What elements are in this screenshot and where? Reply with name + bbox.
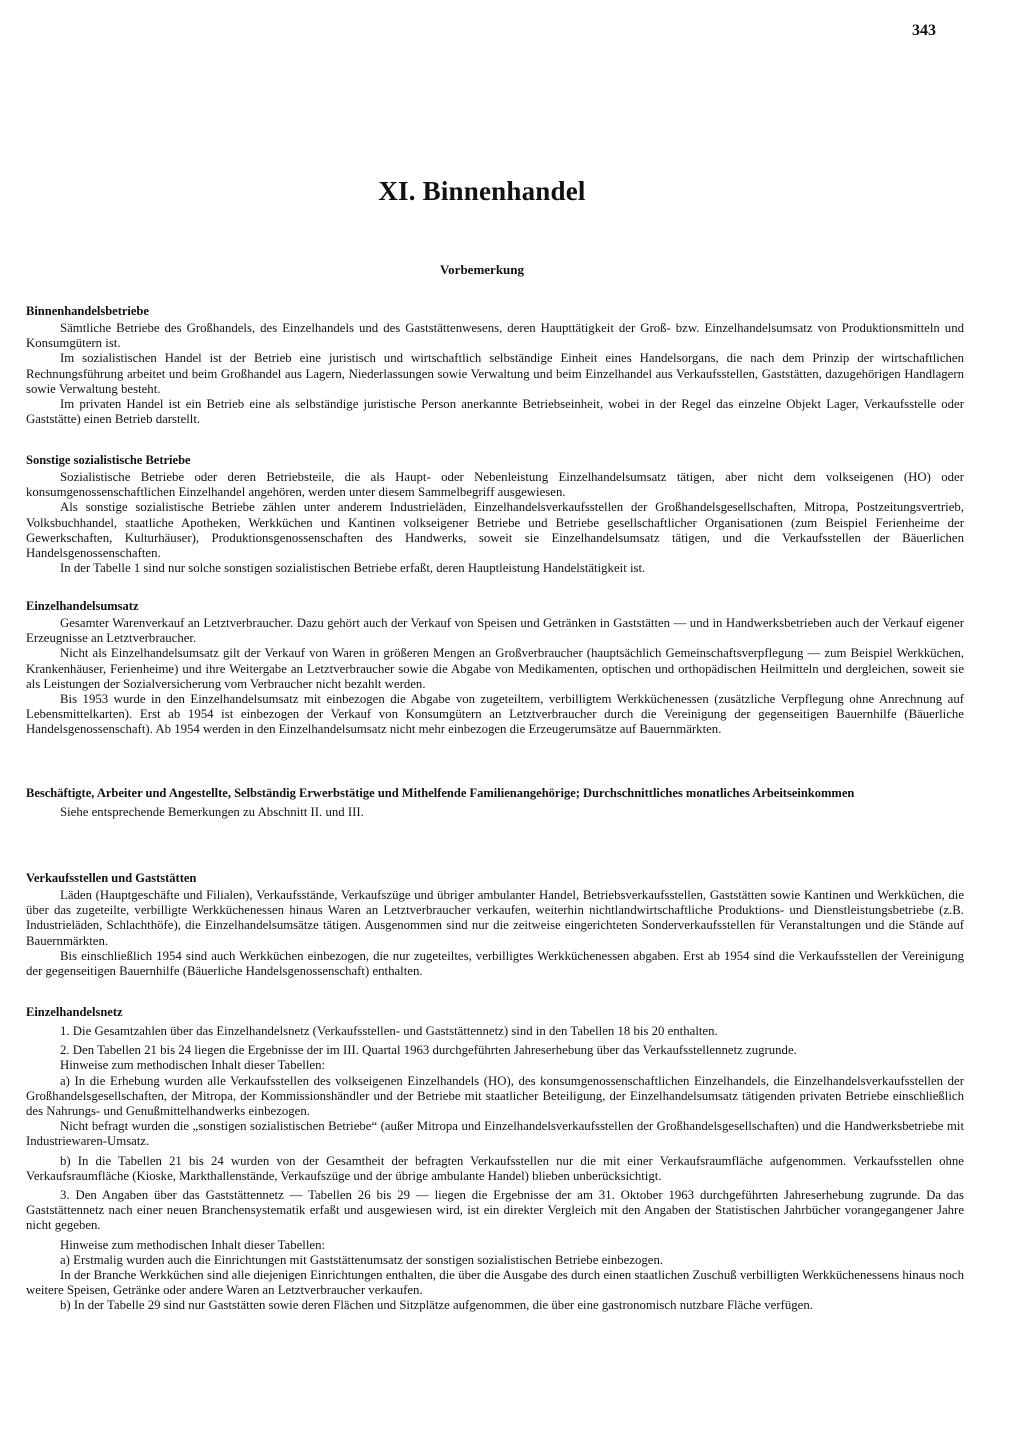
paragraph: Hinweise zum methodischen Inhalt dieser Tabellen:: [60, 1237, 326, 1252]
section-einzelhandelsumsatz: [26, 598, 964, 738]
paragraph: Siehe entsprechende Bemerkungen zu Abschnitt II. und III.: [60, 805, 364, 819]
section-heading: Sonstige sozialistische Betriebe: [26, 453, 191, 467]
section-heading: Verkaufsstellen und Gaststätten: [26, 871, 197, 885]
section-heading: Beschäftigte, Arbeiter und Angestellte, Selbständig Erwerbstätige und Mithelfende Familienangehörige; Durchschnittliches monatliches Arbeitseinkommen: [26, 786, 855, 800]
paragraph: 1. Die Gesamtzahlen über das Einzelhandelsnetz (Verkaufsstellen- und Gaststättennetz) sind in den Tabellen 18 bis 20 enthalten.: [60, 1024, 718, 1038]
paragraph: b) In die Tabellen 21 bis 24 wurden von der Gesamtheit der befragten Verkaufsstellen nur die mit einer Verkaufsraumfläche aufgenommen. Verkaufsstellen ohne Verkaufsraumfläche (Kioske, Markthallenstände, Verkaufszüge und der übrige ambulante Handel) blieben unberücksichtigt.: [26, 1153, 964, 1183]
paragraph: Im sozialistischen Handel ist der Betrieb eine juristisch und wirtschaftlich selbständige Einheit eines Handelsorgans, die nach dem Prinzip der wirtschaftlichen Rechnungsführung arbeitet und beim Großhandel aus Lagern, Niederlassungen sowie Verwaltung und beim Einzelhandel aus Verkaufsstellen, Gaststätten, dazugehörigen Handlagern sowie Verwaltung besteht.: [26, 351, 964, 396]
paragraph: In der Tabelle 1 sind nur solche sonstigen sozialistischen Betriebe erfaßt, deren Hauptleistung Handelstätigkeit ist.: [60, 561, 646, 576]
section-binnenhandelsbetriebe: [26, 303, 964, 427]
section-sonstige-sozialistische-betriebe: [26, 452, 964, 576]
paragraph: 2. Den Tabellen 21 bis 24 liegen die Ergebnisse der im III. Quartal 1963 durchgeführten Jahreserhebung über das Verkaufsstellennetz zugrunde.: [60, 1043, 797, 1058]
paragraph: b) In der Tabelle 29 sind nur Gaststätten sowie deren Flächen und Sitzplätze aufgenommen, die über eine gastronomisch nutzbare Fläche verfügen.: [60, 1298, 813, 1313]
paragraph: Nicht als Einzelhandelsumsatz gilt der Verkauf von Waren in größeren Mengen an Großverbraucher (hauptsächlich Gemeinschaftsverpflegung — zum Beispiel Werkküchen, Krankenhäuser, Ferienheime) und ihre Weitergabe an Letztverbraucher sowie die Abgabe von Medikamenten, optischen und orthopädischen Heilmitteln und dergleichen, soweit sie als Leistungen der Sozialversicherung vom Verbraucher nicht bezahlt werden.: [26, 646, 964, 691]
paragraph: Als sonstige sozialistische Betriebe zählen unter anderem Industrieläden, Einzelhandelsverkaufsstellen der Großhandelsgesellschaften, Mitropa, Postzeitungsvertrieb, Volksbuchhandel, staatliche Apotheken, Werkküchen und Kantinen volkseigener Betriebe und Betriebe gesellschaftlicher Organisationen (zum Beispiel Ferienheime der Gewerkschaften, Kulturhäuser), Produktionsgenossenschaften des Handwerks, soweit sie Einzelhandelsumsatz tätigen, und die Verkaufsstellen der Bäuerlichen Handelsgenossenschaften.: [26, 500, 964, 561]
paragraph: a) Erstmalig wurden auch die Einrichtungen mit Gaststättenumsatz der sonstigen sozialistischen Betriebe einbezogen.: [60, 1252, 664, 1267]
paragraph: Sozialistische Betriebe oder deren Betriebsteile, die als Haupt- oder Nebenleistung Einzelhandelsumsatz tätigen, aber nicht dem volkseigenen (HO) oder konsumgenossenschaftlichen Einzelhandel angehören, werden unter diesem Sammelbegriff ausgewiesen.: [26, 470, 964, 500]
subtitle: Vorbemerkung: [439, 262, 525, 277]
paragraph: Läden (Hauptgeschäfte und Filialen), Verkaufsstände, Verkaufszüge und übriger ambulanter Handel, Betriebsverkaufsstellen, Gaststätten sowie Kantinen und Werkküchen, die über das zugeteilte, verbilligte Werkküchenessen hinaus Waren an Letztverbraucher verkaufen, weiterhin nichtlandwirtschaftliche Produktions- und Dienstleistungsbetriebe (z.B. Industrieläden, Schlachthöfe), die Einzelhandelsumsätze tätigen. Ausgenommen sind nur die zeitweise eingerichteten Sonderverkaufsstellen für Veranstaltungen und die Stände auf Bauernmärkten.: [26, 888, 964, 948]
paragraph: Bis einschließlich 1954 sind auch Werkküchen einbezogen, die nur zugeteiltes, verbilligtes Werkküchenessen abgaben. Erst ab 1954 sind die Verkaufsstellen der Vereinigung der gegenseitigen Bauernhilfe (Bäuerliche Handelsgenossenschaft) enthalten.: [26, 948, 964, 979]
section-einzelhandelsnetz: [26, 1004, 964, 1314]
paragraph: a) In die Erhebung wurden alle Verkaufsstellen des volkseigenen Einzelhandels (HO), des konsumgenossenschaftlichen Einzelhandels, die Einzelhandelsverkaufsstellen der Großhandelsgesellschaften, der Mitropa, der Kommissionshändler und der Betriebe mit staatlicher Beteiligung, der Einzelhandelsumsatz tätigenden privaten Betriebe einschließlich des Nahrungs- und Genußmittelhandwerks einbezogen.: [26, 1073, 964, 1119]
paragraph: In der Branche Werkküchen sind alle diejenigen Einrichtungen enthalten, die über die Ausgabe des durch einen staatlichen Zuschuß verbilligten Werkküchenessens hinaus noch weitere Speisen, Getränke oder andere Waren an Letztverbraucher verkaufen.: [26, 1268, 964, 1298]
section-verkaufsstellen-und-gaststaetten: [26, 870, 964, 979]
section-heading: Binnenhandelsbetriebe: [26, 304, 149, 318]
paragraph: Bis 1953 wurde in den Einzelhandelsumsatz mit einbezogen die Abgabe von zugeteiltem, verbilligtem Werkküchenessen (zusätzliche Verpflegung ohne Anrechnung auf Lebensmittelkarten). Erst ab 1954 ist einbezogen der Verkauf von Konsumgütern an Letztverbraucher durch die Vereinigung der gegenseitigen Bauernhilfe (Bäuerliche Handelsgenossenschaft). Ab 1954 werden in den Einzelhandelsumsatz nicht mehr einbezogen die Erzeugerumsätze auf Bauernmärkten.: [26, 692, 964, 737]
paragraph: Im privaten Handel ist ein Betrieb eine als selbständige juristische Person anerkannte Betriebseinheit, wobei in der Regel das einzelne Objekt Lager, Verkaufsstelle oder Gaststätte) einen Betrieb darstellt.: [26, 397, 964, 427]
paragraph: Hinweise zum methodischen Inhalt dieser Tabellen:: [60, 1058, 326, 1073]
paragraph: 3. Den Angaben über das Gaststättennetz — Tabellen 26 bis 29 — liegen die Ergebnisse der am 31. Oktober 1963 durchgeführten Jahreserhebung zugrunde. Da das Gaststättennetz nach einer neuen Branchensystematik erfaßt und ausgewiesen wird, ist ein direkter Vergleich mit den Angaben der Statistischen Jahrbücher vorangegangener Jahre nicht gegeben.: [26, 1188, 964, 1233]
paragraph: Sämtliche Betriebe des Großhandels, des Einzelhandels und des Gaststättenwesens, deren Haupttätigkeit der Groß- bzw. Einzelhandelsumsatz von Produktionsmitteln und Konsumgütern ist.: [26, 321, 964, 351]
paragraph: Gesamter Warenverkauf an Letztverbraucher. Dazu gehört auch der Verkauf von Speisen und Getränken in Gaststätten — und in Handwerksbetrieben auch der Verkauf eigener Erzeugnisse an Letztverbraucher.: [26, 616, 964, 646]
page-number: 343: [912, 22, 936, 39]
chapter-title: XI. Binnenhandel: [378, 176, 586, 206]
section-heading: Einzelhandelsumsatz: [26, 599, 139, 613]
paragraph: Nicht befragt wurden die „sonstigen sozialistischen Betriebe“ (außer Mitropa und Einzelhandelsverkaufsstellen der Großhandelsgesellschaften) und die Handwerksbetriebe mit Industriewaren-Umsatz.: [26, 1119, 964, 1149]
section-heading: Einzelhandelsnetz: [26, 1005, 123, 1019]
section-beschaeftigte: [26, 785, 964, 820]
